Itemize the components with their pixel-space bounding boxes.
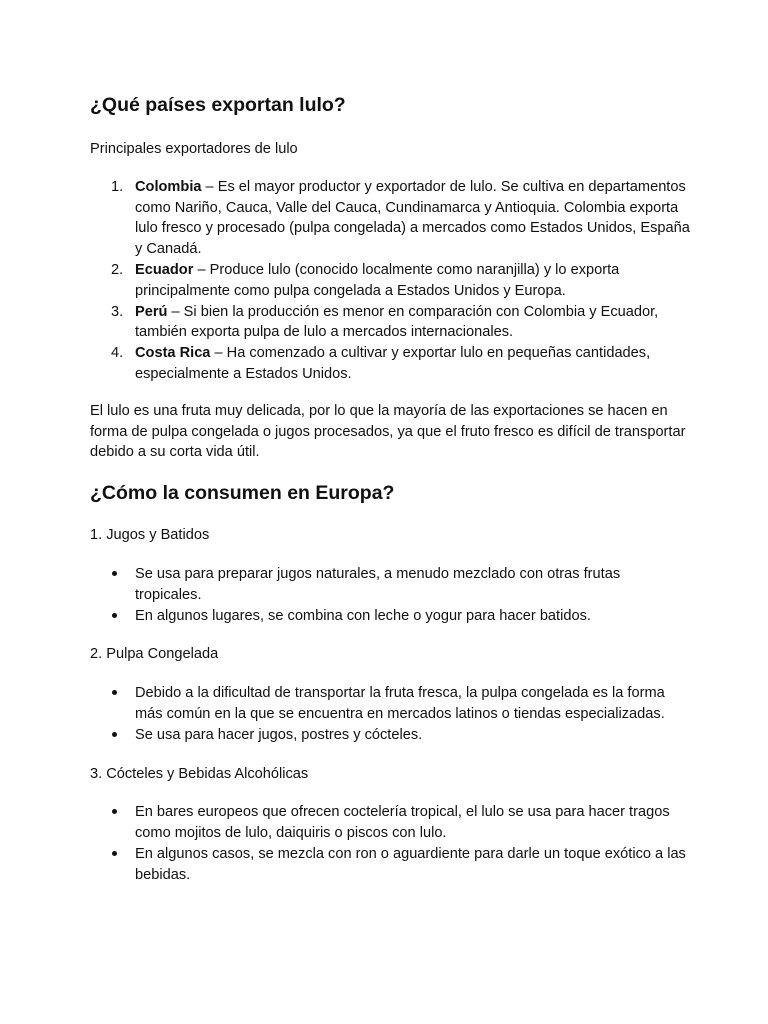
list-item (90, 683, 690, 725)
country-name: Ecuador (135, 261, 194, 278)
bullet-icon (112, 690, 117, 695)
document-content (90, 91, 690, 886)
list-item (90, 606, 690, 627)
country-description: – Produce lulo (conocido localmente como naranjilla) y lo exporta principalmente como pulpa congelada a Estados Unidos y Europa. (135, 261, 620, 299)
group-heading: 3. Cócteles y Bebidas Alcohólicas (90, 765, 309, 782)
bullet-text: Debido a la dificultad de transportar la fruta fresca, la pulpa congelada es la forma más común en la que se encuentra en mercados latinos o tiendas especializadas. (135, 685, 665, 722)
country-description: – Ha comenzado a cultivar y exportar lulo en pequeñas cantidades, especialmente a Estados Unidos. (135, 345, 651, 382)
list-item (90, 564, 690, 606)
section-title-exporters: ¿Qué países exportan lulo? (90, 94, 346, 116)
list-item (90, 802, 690, 844)
list-item (90, 177, 690, 260)
bullet-icon (112, 613, 117, 618)
list-number: 4. (111, 345, 124, 362)
country-name: Colombia (135, 178, 202, 195)
country-description: – Si bien la producción es menor en comparación con Colombia y Ecuador, también exporta pulpa de lulo a mercados internacionales. (135, 303, 659, 341)
list-number: 1. (111, 178, 124, 195)
exporters-list (90, 177, 690, 385)
bullet-icon (112, 851, 117, 856)
bullet-text: En bares europeos que ofrecen coctelería tropical, el lulo se usa para hacer tragos como mojitos de lulo, daiquiris o piscos con lulo. (135, 804, 670, 842)
list-number: 3. (111, 303, 124, 320)
bullet-icon (112, 809, 117, 814)
group-heading: 2. Pulpa Congelada (90, 646, 219, 663)
bullet-text: Se usa para hacer jugos, postres y cócteles. (135, 726, 423, 743)
bullet-icon (112, 571, 117, 576)
bullet-list (90, 564, 690, 626)
bullet-text: En algunos lugares, se combina con leche o yogur para hacer batidos. (135, 607, 591, 624)
section-title-europe: ¿Cómo la consumen en Europa? (90, 482, 395, 505)
bullet-list (90, 683, 690, 745)
group-heading: 1. Jugos y Batidos (90, 527, 210, 544)
list-item (90, 343, 690, 385)
list-item (90, 260, 690, 302)
bullet-icon (112, 732, 117, 737)
subtitle-exporters: Principales exportadores de lulo (90, 141, 298, 157)
list-item (90, 844, 690, 886)
country-name: Costa Rica (135, 345, 211, 362)
country-name: Perú (135, 303, 168, 320)
exports-paragraph: El lulo es una fruta muy delicada, por lo que la mayoría de las exportaciones se hacen en forma de pulpa congelada o jugos procesados, ya que el fruto fresco es difícil de transportar debido a su corta vida útil. (90, 402, 686, 461)
list-number: 2. (111, 261, 124, 278)
list-item (90, 725, 690, 746)
list-item (90, 302, 690, 344)
country-description: – Es el mayor productor y exportador de lulo. Se cultiva en departamentos como Nariño, Cauca, Valle del Cauca, Cundinamarca y Antioquia. Colombia exporta lulo fresco y procesado (pulpa congelada) a mercados como Estados Unidos, España y Canadá. (135, 178, 690, 258)
bullet-list (90, 802, 690, 885)
bullet-text: En algunos casos, se mezcla con ron o aguardiente para darle un toque exótico a las bebidas. (135, 845, 686, 883)
bullet-text: Se usa para preparar jugos naturales, a menudo mezclado con otras frutas tropicales. (135, 565, 621, 603)
